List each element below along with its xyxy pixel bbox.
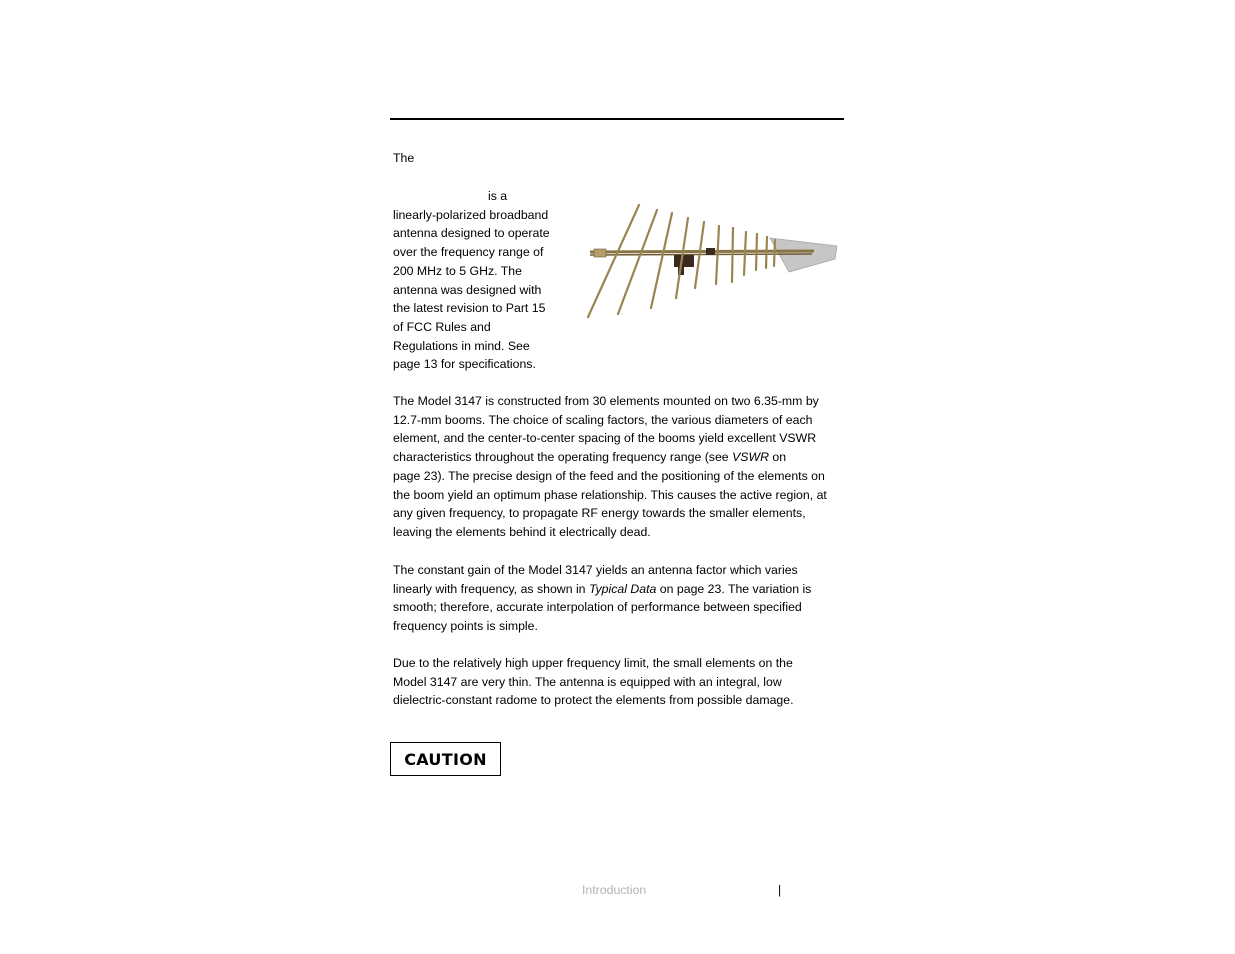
antenna-feed-block bbox=[706, 248, 715, 255]
caution-text: CAUTION bbox=[404, 749, 487, 769]
antenna-boom bbox=[590, 251, 814, 252]
antenna-element bbox=[732, 228, 733, 282]
body-line: The Model 3147 is constructed from 30 elements mounted on two 6.35-mm by bbox=[393, 394, 819, 408]
intro-line: 200 MHz to 5 GHz. The bbox=[393, 263, 522, 278]
intro-line: linearly-polarized broadband bbox=[393, 207, 549, 222]
body-line: Model 3147 are very thin. The antenna is equipped with an integral, low bbox=[393, 674, 782, 689]
body-text: on bbox=[768, 450, 787, 465]
body-line: Due to the relatively high upper frequency limit, the small elements on the bbox=[393, 656, 793, 670]
intro-paragraph-head: The bbox=[393, 151, 415, 165]
header-rule bbox=[390, 118, 844, 120]
antenna-element bbox=[588, 205, 639, 317]
intro-line: the latest revision to Part 15 bbox=[393, 301, 546, 316]
caution-label bbox=[390, 742, 501, 776]
body-line: the boom yield an optimum phase relationship. This causes the active region, at bbox=[393, 487, 827, 502]
body-line: leaving the elements behind it electrically dead. bbox=[393, 524, 651, 539]
intro-line: of FCC Rules and bbox=[393, 319, 491, 334]
intro-line: Regulations in mind. See bbox=[393, 338, 530, 353]
footer-section-title: Introduction bbox=[582, 883, 647, 897]
intro-line: antenna was designed with bbox=[393, 282, 542, 297]
body-text: characteristics throughout the operating frequency range (see bbox=[393, 450, 733, 465]
antenna-elements bbox=[588, 205, 775, 317]
intro-paragraph-1 bbox=[393, 187, 563, 374]
body-line: any given frequency, to propagate RF energy towards the smaller elements, bbox=[393, 506, 806, 521]
antenna-element bbox=[766, 237, 767, 268]
body-line bbox=[393, 580, 843, 599]
body-line: The constant gain of the Model 3147 yields an antenna factor which varies bbox=[393, 563, 798, 577]
intro-line: over the frequency range of bbox=[393, 245, 544, 260]
intro-line: page 13 for specifications. bbox=[393, 357, 536, 372]
body-line: dielectric-constant radome to protect the elements from possible damage. bbox=[393, 693, 794, 708]
intro-line: antenna designed to operate bbox=[393, 226, 550, 241]
body-line: frequency points is simple. bbox=[393, 619, 538, 634]
vswr-reference: VSWR bbox=[732, 450, 769, 465]
antenna-element bbox=[756, 234, 757, 270]
body-line: smooth; therefore, accurate interpolation of performance between specified bbox=[393, 600, 802, 615]
body-line: element, and the center-to-center spacing of the booms yield excellent VSWR bbox=[393, 431, 817, 446]
antenna-radome bbox=[770, 238, 837, 272]
footer-separator: | bbox=[778, 883, 782, 897]
body-line: 12.7-mm booms. The choice of scaling factors, the various diameters of each bbox=[393, 412, 813, 427]
body-line: page 23). The precise design of the feed and the positioning of the elements on bbox=[393, 468, 825, 483]
antenna-element bbox=[716, 226, 719, 284]
typical-data-reference: Typical Data bbox=[588, 581, 657, 596]
antenna-connector bbox=[594, 249, 606, 257]
body-line bbox=[393, 448, 843, 467]
antenna-photo bbox=[582, 200, 842, 325]
antenna-element bbox=[651, 213, 672, 308]
intro-line: is a bbox=[488, 189, 508, 203]
body-text: on page 23. The variation is bbox=[656, 581, 812, 596]
body-paragraph-3 bbox=[393, 561, 843, 636]
body-paragraph-4 bbox=[393, 654, 843, 710]
antenna-element bbox=[774, 240, 775, 266]
antenna-boom bbox=[590, 254, 812, 255]
body-paragraph-2 bbox=[393, 392, 843, 542]
body-text: linearly with frequency, as shown in bbox=[393, 581, 589, 596]
antenna-element bbox=[618, 210, 657, 314]
antenna-element bbox=[744, 232, 746, 275]
antenna-feed-block bbox=[674, 255, 694, 267]
